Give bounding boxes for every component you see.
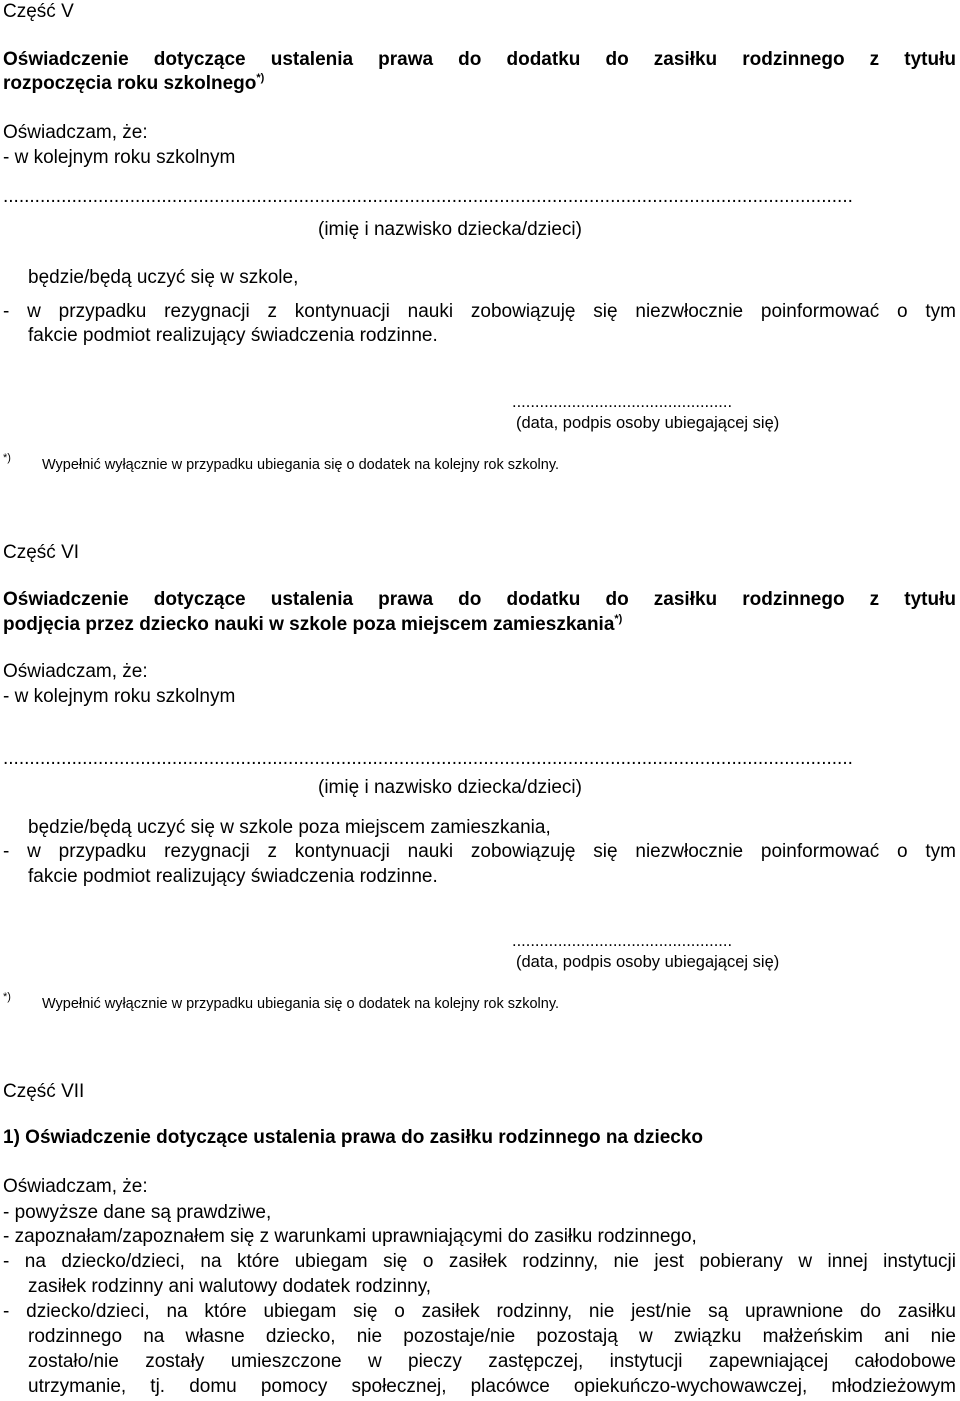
- part6-item2-line1: - w przypadku rezygnacji z kontynuacji nauki zobowiązuję się niezwłocznie poinformować o tym: [3, 841, 956, 862]
- part7-title: 1) Oświadczenie dotyczące ustalenia prawa do zasiłku rodzinnego na dziecko: [3, 1127, 704, 1148]
- part5-name-dots: .................................................................................................................................................................: [3, 194, 853, 207]
- part7-heading: Część VII: [3, 1081, 85, 1102]
- part6-sign-dots: ................................................: [512, 937, 733, 950]
- part5-heading: Część V: [3, 1, 74, 22]
- part7-bullet-4-line2: rodzinnego na własne dziecko, nie pozostaje/nie pozostają w związku małżeńskim ani nie: [28, 1326, 956, 1347]
- part6-title-line1: Oświadczenie dotyczące ustalenia prawa do dodatku do zasiłku rodzinnego z tytułu: [3, 589, 956, 610]
- part5-item1: - w kolejnym roku szkolnym: [3, 147, 236, 168]
- part7-bullet-1: - powyższe dane są prawdziwe,: [3, 1202, 272, 1223]
- part7-bullet-3-line1: - na dziecko/dzieci, na które ubiegam się o zasiłek rodzinny, nie jest pobierany w innej instytucji: [3, 1251, 956, 1272]
- part6-sign-caption: (data, podpis osoby ubiegającej się): [516, 953, 780, 971]
- part5-title-line1: Oświadczenie dotyczące ustalenia prawa do dodatku do zasiłku rodzinnego z tytułu: [3, 49, 956, 70]
- part6-will-attend: będzie/będą uczyć się w szkole poza miejscem zamieszkania,: [28, 817, 551, 838]
- part5-item2-line2: fakcie podmiot realizujący świadczenia rodzinne.: [28, 325, 438, 346]
- part5-footnote-text: Wypełnić wyłącznie w przypadku ubiegania się o dodatek na kolejny rok szkolny.: [42, 457, 560, 473]
- part5-sign-dots: ................................................: [512, 398, 733, 411]
- part7-bullet-4-line1: - dziecko/dzieci, na które ubiegam się o zasiłek rodzinny, nie jest/nie są uprawnione do zasiłku: [3, 1301, 956, 1322]
- part7-bullet-2: - zapoznałam/zapoznałem się z warunkami uprawniającymi do zasiłku rodzinnego,: [3, 1226, 697, 1247]
- part5-title-line2: rozpoczęcia roku szkolnego*): [3, 72, 265, 94]
- part6-declare: Oświadczam, że:: [3, 661, 148, 682]
- footnote-mark: *): [256, 72, 265, 84]
- part7-declare: Oświadczam, że:: [3, 1176, 148, 1197]
- part5-sign-caption: (data, podpis osoby ubiegającej się): [516, 414, 780, 432]
- part5-footnote-mark: *): [3, 452, 11, 464]
- part6-item2-line2: fakcie podmiot realizujący świadczenia rodzinne.: [28, 866, 438, 887]
- part6-footnote-mark: *): [3, 991, 11, 1003]
- part6-item1: - w kolejnym roku szkolnym: [3, 686, 236, 707]
- part6-title-line2: podjęcia przez dziecko nauki w szkole poza miejscem zamieszkania*): [3, 613, 623, 635]
- part6-name-caption: (imię i nazwisko dziecka/dzieci): [318, 777, 582, 798]
- footnote-mark: *): [614, 613, 623, 625]
- part7-bullet-3-line2: zasiłek rodzinny ani walutowy dodatek rodzinny,: [28, 1276, 432, 1297]
- part5-will-attend: będzie/będą uczyć się w szkole,: [28, 267, 299, 288]
- part6-heading: Część VI: [3, 542, 80, 563]
- part7-bullet-4-line4: utrzymanie, tj. domu pomocy społecznej, placówce opiekuńczo-wychowawczej, młodzieżowym: [28, 1376, 956, 1397]
- part5-name-caption: (imię i nazwisko dziecka/dzieci): [318, 219, 582, 240]
- part6-name-dots: .................................................................................................................................................................: [3, 756, 853, 769]
- part5-item2-line1: - w przypadku rezygnacji z kontynuacji nauki zobowiązuję się niezwłocznie poinformować o tym: [3, 301, 956, 322]
- part5-declare: Oświadczam, że:: [3, 122, 148, 143]
- part7-bullet-4-line3: zostało/nie zostały umieszczone w pieczy zastępczej, instytucji zapewniającej całodobowe: [28, 1351, 956, 1372]
- part6-footnote-text: Wypełnić wyłącznie w przypadku ubiegania się o dodatek na kolejny rok szkolny.: [42, 996, 560, 1012]
